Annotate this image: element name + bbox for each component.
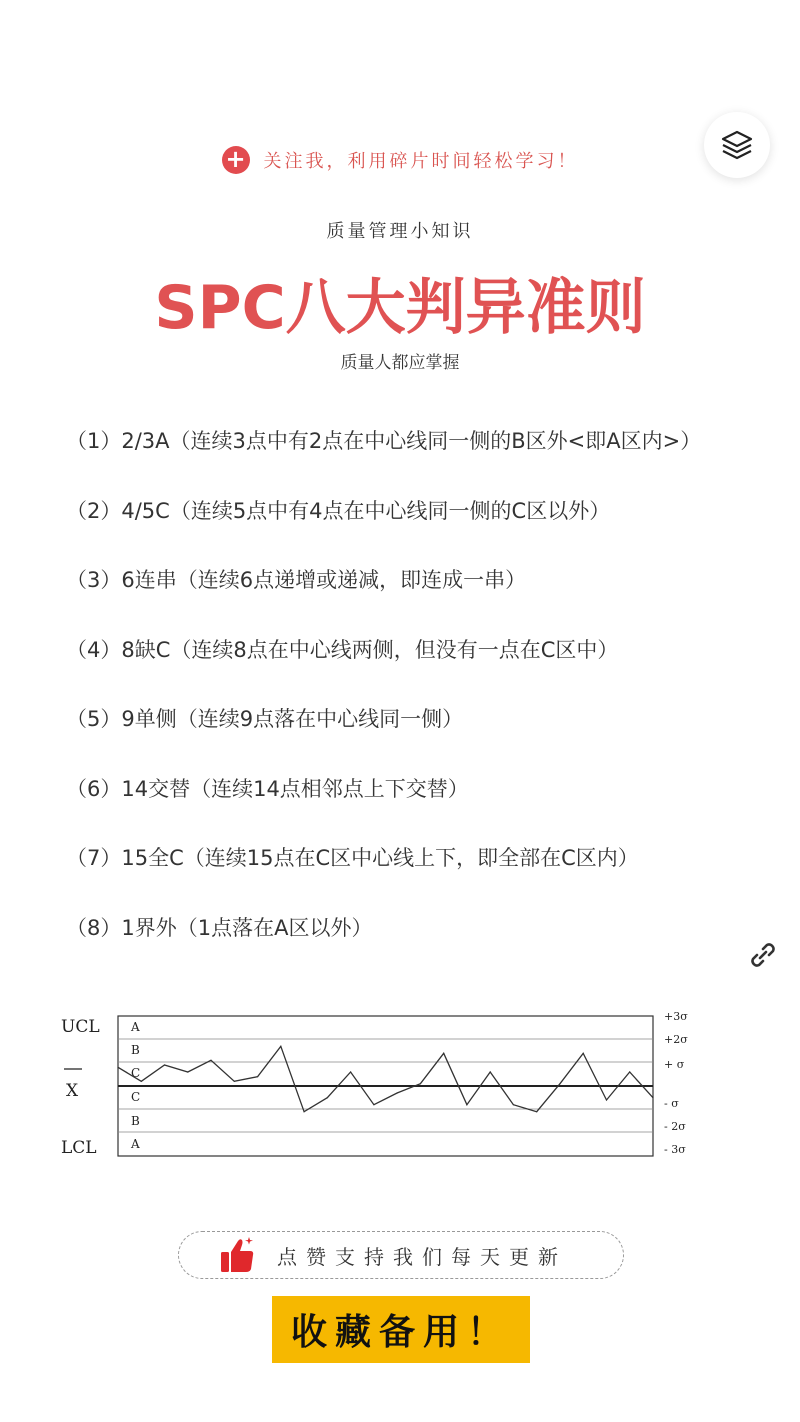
data-point-21 [606, 1099, 607, 1100]
data-point-2 [164, 1064, 165, 1065]
data-point-6 [257, 1076, 258, 1077]
follow-banner [0, 146, 800, 174]
sigma-label-minus2: - 2σ [664, 1120, 686, 1133]
data-point-8 [304, 1111, 305, 1112]
page-title: SPC八大判异准则 [154, 273, 646, 343]
layers-button[interactable] [704, 112, 770, 178]
sigma-label-plus2: +2σ [664, 1033, 688, 1046]
data-point-16 [490, 1071, 491, 1072]
data-point-14 [443, 1053, 444, 1054]
data-point-9 [327, 1097, 328, 1098]
sigma-label-plus1: + σ [664, 1058, 685, 1071]
data-point-23 [652, 1097, 653, 1098]
data-point-12 [397, 1092, 398, 1093]
rule-item-2: （2）4/5C（连续5点中有4点在中心线同一侧的C区以外） [66, 498, 611, 523]
data-point-11 [373, 1104, 374, 1105]
rule-item-8: （8）1界外（1点落在A区以外） [66, 915, 373, 940]
rule-item-5: （5）9单侧（连续9点落在中心线同一侧） [66, 707, 464, 731]
like-text: 点赞支持我们每天更新 [277, 1244, 567, 1269]
link-icon[interactable] [746, 938, 780, 972]
data-point-7 [280, 1046, 281, 1047]
follow-text: 关注我，利用碎片时间轻松学习！ [263, 151, 579, 172]
thumbs-up-icon [219, 1235, 257, 1275]
data-point-3 [187, 1071, 188, 1072]
lcl-label: LCL [61, 1138, 97, 1158]
plus-circle-icon[interactable]: + [222, 146, 250, 174]
zone-label-c-bottom: C [131, 1090, 141, 1104]
layers-icon [720, 128, 754, 162]
data-point-13 [420, 1083, 421, 1084]
zone-label-b-bottom: B [131, 1114, 140, 1128]
rule-item-1: （1）2/3A（连续3点中有2点在中心线同一侧的B区外<即A区内>） [66, 429, 702, 453]
data-point-0 [117, 1067, 118, 1068]
series-line-0 [118, 1046, 653, 1111]
zone-label-a-bottom: A [131, 1137, 140, 1151]
like-banner[interactable] [178, 1231, 624, 1279]
data-point-4 [210, 1060, 211, 1061]
zone-label-b-top: B [131, 1043, 140, 1057]
data-point-1 [141, 1081, 142, 1082]
data-point-15 [466, 1104, 467, 1105]
rule-item-6: （6）14交替（连续14点相邻点上下交替） [66, 776, 469, 801]
zone-label-a-top: A [131, 1020, 140, 1034]
rules-list [66, 424, 766, 980]
control-chart [55, 1006, 705, 1166]
data-point-10 [350, 1071, 351, 1072]
rule-item-7: （7）15全C（连续15点在C区中心线上下，即全部在C区内） [66, 846, 639, 870]
data-point-19 [559, 1083, 560, 1084]
series-group [117, 1046, 653, 1113]
section-subtitle: 质量管理小知识 [326, 221, 474, 242]
data-point-20 [583, 1053, 584, 1054]
sigma-label-minus3: - 3σ [664, 1143, 686, 1156]
sigma-label-plus3: +3σ [664, 1010, 688, 1023]
collect-button[interactable] [272, 1296, 530, 1363]
ucl-label: UCL [61, 1017, 100, 1037]
data-point-22 [629, 1071, 630, 1072]
zone-label-c-top: C [131, 1066, 141, 1080]
rule-item-3: （3）6连串（连续6点递增或递减，即连成一串） [66, 568, 527, 592]
page-tagline: 质量人都应掌握 [340, 353, 460, 373]
rule-item-4: （4）8缺C（连续8点在中心线两侧，但没有一点在C区中） [66, 637, 619, 662]
collect-text: 收藏备用！ [290, 1312, 511, 1353]
data-point-18 [536, 1111, 537, 1112]
data-point-5 [234, 1081, 235, 1082]
sigma-label-minus1: - σ [664, 1097, 679, 1110]
center-label: X [66, 1081, 79, 1101]
data-point-17 [513, 1104, 514, 1105]
